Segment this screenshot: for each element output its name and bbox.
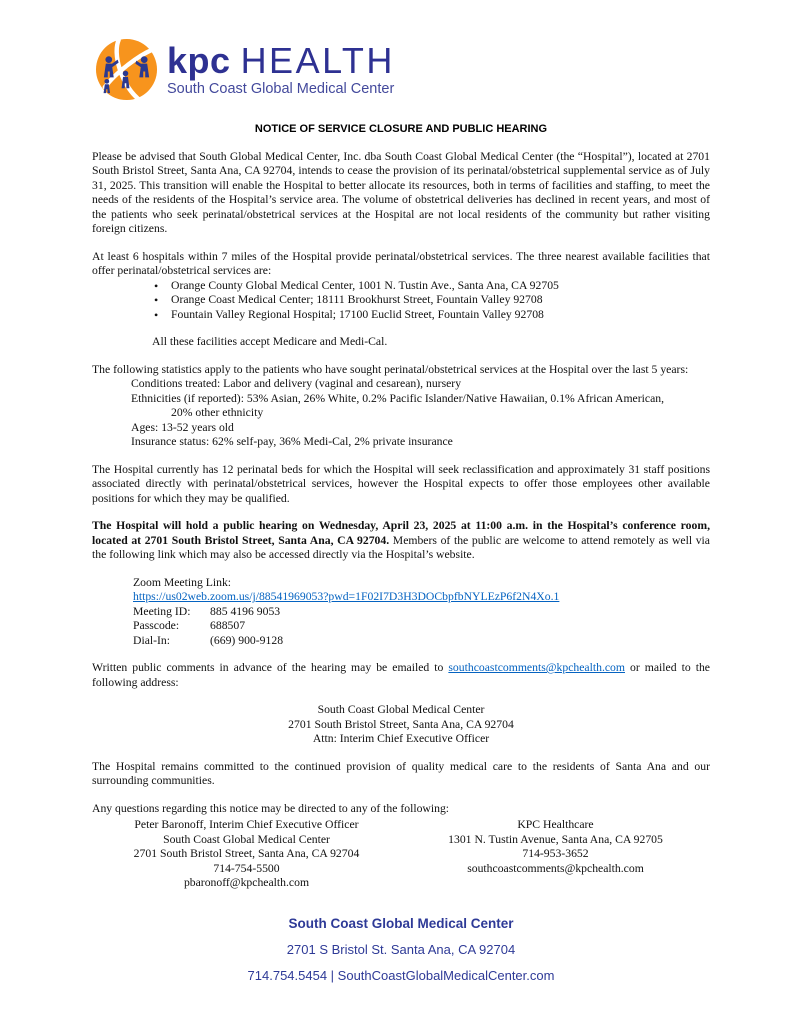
meeting-id-row xyxy=(133,605,710,620)
hearing-bold-text: The Hospital will hold a public hearing on Wednesday, April 23, 2025 at 11:00 a.m. in the Hospital’s conference room, located at 2701 South Bristol Street, Santa Ana, CA 92704. xyxy=(92,519,710,547)
dialin-label: Dial-In: xyxy=(133,633,170,647)
facility-list xyxy=(92,279,710,323)
mail-address-line: Attn: Interim Chief Executive Officer xyxy=(312,732,490,745)
contact-line: KPC Healthcare xyxy=(517,818,594,831)
contact-left-column xyxy=(92,818,401,891)
comments-before-text: Written public comments in advance of the hearing may be emailed to xyxy=(92,661,449,674)
passcode-value: 688507 xyxy=(210,619,246,632)
passcode-row xyxy=(133,619,710,634)
notice-body xyxy=(0,122,791,983)
zoom-meeting-link[interactable]: https://us02web.zoom.us/j/88541969053?pwd=1F02I7D3H3DOCbpfbNYLEzP6f2N4Xo.1 xyxy=(133,590,560,603)
contact-line: 714-953-3652 xyxy=(522,847,589,860)
brand-tagline: South Coast Global Medical Center xyxy=(167,80,395,97)
hearing-paragraph xyxy=(92,519,710,563)
contact-line: South Coast Global Medical Center xyxy=(163,832,330,846)
mailing-address-block xyxy=(92,703,710,747)
mail-address-line: South Coast Global Medical Center xyxy=(317,703,485,716)
dialin-value: (669) 900-9128 xyxy=(210,633,284,647)
footer-hospital-name: South Coast Global Medical Center xyxy=(288,915,514,931)
contact-line: 2701 South Bristol Street, Santa Ana, CA 92704 xyxy=(133,847,360,860)
statistics-intro: The following statistics apply to the patients who have sought perinatal/obstetrical services at the Hospital over the last 5 years: xyxy=(92,362,689,376)
meeting-id-label: Meeting ID: xyxy=(133,604,191,618)
stat-ethnicities: Ethnicities (if reported): 53% Asian, 26% White, 0.2% Pacific Islander/Native Hawaiian, 0.1% African American, xyxy=(131,391,665,405)
zoom-meeting-section xyxy=(133,576,710,649)
contact-line: 714-754-5500 xyxy=(213,861,280,875)
mail-address-line: 2701 South Bristol Street, Santa Ana, CA 92704 xyxy=(288,717,514,731)
comments-email-link[interactable]: southcoastcomments@kpchealth.com xyxy=(448,661,625,674)
list-item: • Orange County Global Medical Center, 1001 N. Tustin Ave., Santa Ana, CA 92705 xyxy=(92,279,710,294)
questions-intro: Any questions regarding this notice may be directed to any of the following: xyxy=(92,801,450,815)
contact-line: pbaronoff@kpchealth.com xyxy=(183,876,310,889)
contact-line: Peter Baronoff, Interim Chief Executive Officer xyxy=(134,818,359,831)
facilities-note: All these facilities accept Medicare and Medi-Cal. xyxy=(152,335,388,348)
beds-staff-paragraph: The Hospital currently has 12 perinatal beds for which the Hospital will seek reclassification and approximately 31 staff positions associated directly with perinatal/obstetrical services, however the Hospital expects to offer those employees other available positions for which they may be qualified. xyxy=(92,462,710,505)
document-footer xyxy=(92,917,710,984)
footer-phone-website: 714.754.5454 | SouthCoastGlobalMedicalCenter.com xyxy=(247,967,555,983)
contact-line: 1301 N. Tustin Avenue, Santa Ana, CA 92705 xyxy=(448,832,663,846)
commitment-paragraph: The Hospital remains committed to the continued provision of quality medical care to the residents of Santa Ana and our surrounding communities. xyxy=(92,759,710,787)
dialin-row xyxy=(133,634,710,649)
kpc-globe-icon xyxy=(95,38,158,101)
intro-paragraph: Please be advised that South Global Medical Center, Inc. dba South Coast Global Medical Center (the “Hospital”), located at 2701 South Bristol Street, Santa Ana, CA 92704, intends to cease the provision of its perinatal/obstetrical supplemental service as of July 31, 2025. This transition will enable the Hospital to better allocate its resources, both in terms of facilities and staffing, to meet the needs of the residents of the Hospital’s service area. The volume of obstetrical deliveries has declined in recent years, and most of the patients who seek perinatal/obstetrical services at the Hospital are not local residents of the community but rather visiting foreign citizens. xyxy=(92,149,710,235)
brand-health: HEALTH xyxy=(240,39,395,81)
passcode-label: Passcode: xyxy=(133,619,180,632)
stat-ages: Ages: 13-52 years old xyxy=(131,420,234,434)
comments-paragraph xyxy=(92,661,710,690)
hearing-regular-text: Members of the public are welcome to attend remotely as well via the following link which may also be accessed directly via the Hospital’s website. xyxy=(92,533,710,561)
statistics-section xyxy=(92,363,710,450)
kpc-health-logo xyxy=(0,0,791,101)
contact-right-column xyxy=(401,818,710,891)
nearby-facilities-paragraph: At least 6 hospitals within 7 miles of the Hospital provide perinatal/obstetrical services. The three nearest available facilities that offer perinatal/obstetrical services are: xyxy=(92,249,710,277)
stat-conditions: Conditions treated: Labor and delivery (vaginal and cesarean), nursery xyxy=(131,377,462,390)
meeting-id-value: 885 4196 9053 xyxy=(210,604,281,618)
brand-wordmark xyxy=(167,39,395,81)
brand-kpc: kpc xyxy=(167,39,231,81)
contact-line: southcoastcomments@kpchealth.com xyxy=(467,861,644,875)
stat-insurance: Insurance status: 62% self-pay, 36% Medi-Cal, 2% private insurance xyxy=(131,435,453,448)
list-item: • Fountain Valley Regional Hospital; 17100 Euclid Street, Fountain Valley 92708 xyxy=(92,308,710,323)
stat-ethnicities-wrap: 20% other ethnicity xyxy=(171,406,264,419)
notice-title: NOTICE OF SERVICE CLOSURE AND PUBLIC HEARING xyxy=(254,123,548,135)
zoom-link-heading: Zoom Meeting Link: xyxy=(133,575,232,589)
list-item: • Orange Coast Medical Center; 18111 Brookhurst Street, Fountain Valley 92708 xyxy=(92,293,710,308)
comments-after-text: or mailed to the following address: xyxy=(92,661,710,689)
footer-address: 2701 S Bristol St. Santa Ana, CA 92704 xyxy=(286,942,516,957)
contacts-columns xyxy=(92,818,710,891)
